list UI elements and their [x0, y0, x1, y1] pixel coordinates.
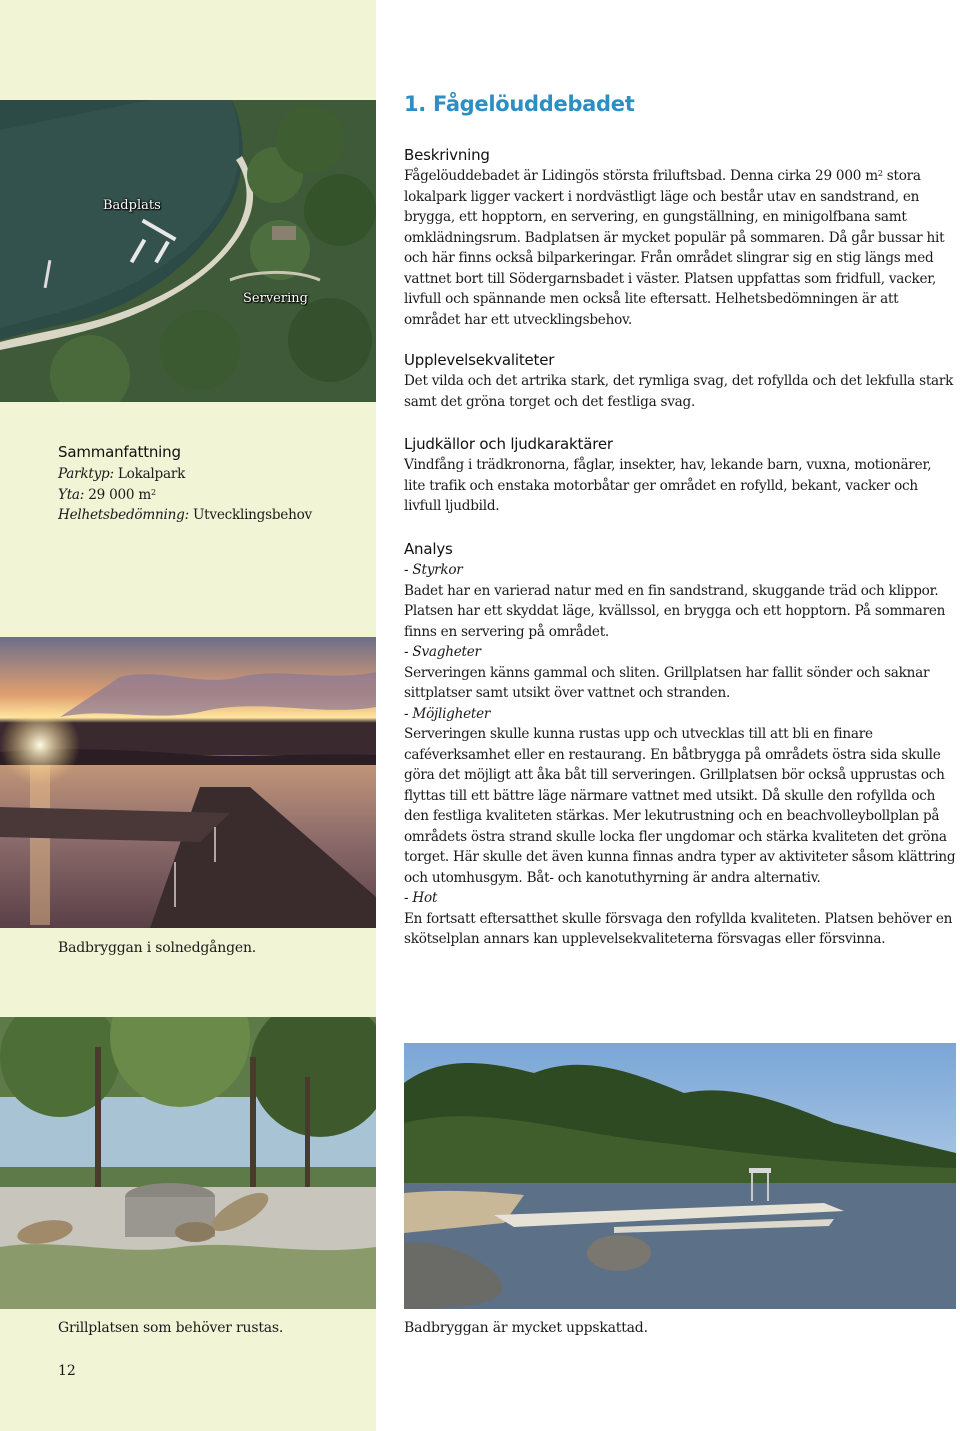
- heading-upplevelsekvaliteter: Upplevelsekvaliteter: [404, 351, 555, 369]
- page-title: 1. Fågelöuddebadet: [404, 92, 635, 116]
- aerial-photo: [0, 100, 376, 402]
- text-beskrivning: Fågelöuddebadet är Lidingös största friluftsbad. Denna cirka 29 000 $m^2$ stora lokalpark ligger vackert i nordvästligt läge och består utav en sandstrand, en brygga, ett hopptorn, en servering, en gungställning, en minigolfbana samt omklädningsrum. Badplatsen är mycket populär på sommaren. Då går bussar hit och här finns också bilparkeringar. Från området slingrar sig en stig längs med vattnet bort till Södergarnsbadet i väster. Platsen uppfattas som fridfull, vacker, livfull och spännande men också lite eftersatt. Helhetsbedömningen är att området har ett utvecklingsbehov.: [404, 168, 945, 328]
- sunset-photo: [0, 637, 376, 928]
- heading-sammanfattning: Sammanfattning: [58, 443, 181, 461]
- page-number: 12: [58, 1363, 76, 1379]
- text-ljudkallor: Vindfång i trädkronorna, fåglar, insekter, hav, lekande barn, vuxna, motionärer, lite trafik och enstaka motorbåtar ger området en rofylld, bekant, vacker och livfull ljudbild.: [404, 457, 932, 514]
- section-ljudkallor: [404, 435, 956, 517]
- summary-parktyp: Parktyp: Lokalpark: [58, 466, 186, 482]
- label-styrkor: - Styrkor: [404, 562, 463, 578]
- label-svagheter: - Svagheter: [404, 644, 481, 660]
- text-svagheter: Serveringen känns gammal och sliten. Grillplatsen har fallit sönder och saknar sittplatser samt utsikt över vattnet och stranden.: [404, 664, 930, 701]
- text-hot: En fortsatt eftersatthet skulle försvaga den rofyllda kvaliteten. Platsen behöver en skötselplan annars kan upplevelsekvaliteterna försvagas eller försvinna.: [404, 910, 953, 947]
- caption-sunset: Badbryggan i solnedgången.: [58, 940, 257, 956]
- summary-box: [58, 443, 358, 526]
- section-upplevelsekvaliteter: [404, 351, 956, 412]
- text-upplevelsekvaliteter: Det vilda och det artrika stark, det rymliga svag, det rofyllda och det lekfulla stark samt det gröna torget och det festliga svag.: [404, 373, 954, 410]
- caption-grill: Grillplatsen som behöver rustas.: [58, 1320, 284, 1336]
- grill-photo: [0, 1017, 376, 1309]
- label-hot: - Hot: [404, 890, 438, 906]
- heading-beskrivning: Beskrivning: [404, 146, 490, 164]
- text-mojligheter: Serveringen skulle kunna rustas upp och utvecklas till att bli en finare caféverksamhet eller en restaurang. En båtbrygga på områdets östra sida skulle göra det möjligt att åka båt till serveringen. Grillplatsen bör också upprustas och flyttas till ett bättre läge närmare vattnet med utsikt. Då skulle den rofyllda och den festliga kvaliteten stärkas. Mer lekutrustning och en beachvolleybollplan på områdets östra strand skulle locka fler ungdomar och stärka kvaliteten det gröna torget. Här skulle det även kunna finnas andra typer av aktiviteter såsom klättring och utomhusgym. Båt- och kanotuthyrning är andra alternativ.: [404, 726, 956, 886]
- summary-helhetsbedomning: Helhetsbedömning: Utvecklingsbehov: [58, 507, 312, 523]
- summary-yta: Yta: 29 000 $m^2$: [58, 486, 156, 503]
- map-label-badplats: Badplats: [103, 198, 161, 213]
- caption-bridge: Badbryggan är mycket uppskattad.: [404, 1320, 648, 1336]
- heading-ljudkallor: Ljudkällor och ljudkaraktärer: [404, 435, 613, 453]
- text-styrkor: Badet har en varierad natur med en fin sandstrand, skuggande träd och klippor. Platsen har ett skyddat läge, kvällssol, en brygga och ett hopptorn. På sommaren finns en servering på området.: [404, 582, 946, 640]
- section-beskrivning: [404, 146, 956, 330]
- bridge-photo: [404, 1043, 956, 1309]
- map-label-servering: Servering: [243, 291, 308, 306]
- section-analys: [404, 540, 956, 950]
- heading-analys: Analys: [404, 540, 453, 558]
- label-mojligheter: - Möjligheter: [404, 705, 491, 722]
